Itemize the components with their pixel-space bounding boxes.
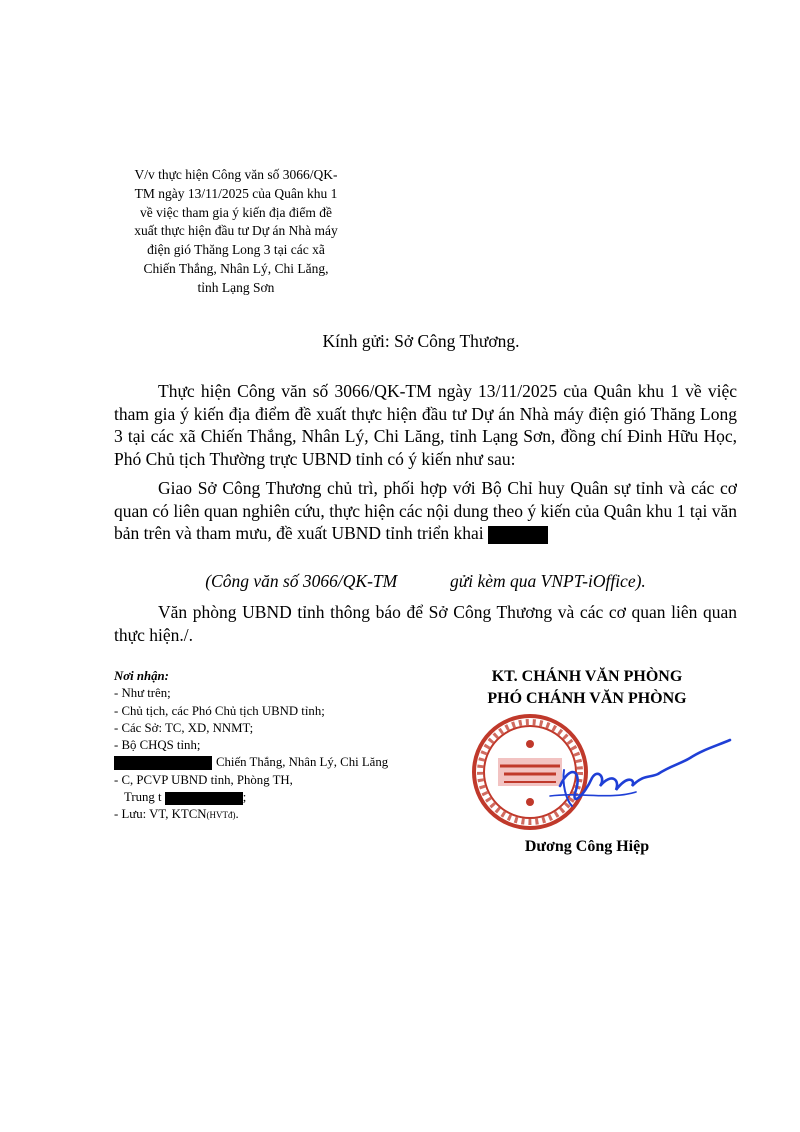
recipient-item: Trung t ; [124, 790, 247, 805]
attachment-note [114, 571, 737, 592]
recipient-item: - Bộ CHQS tỉnh; [114, 738, 201, 753]
recipient-item: - Như trên; [114, 686, 171, 701]
subject-line: Chiến Thắng, Nhân Lý, Chi Lăng, [143, 260, 329, 276]
body-paragraph-1: Thực hiện Công văn số 3066/QK-TM ngày 13/11/2025 của Quân khu 1 về việc tham gia ý kiến địa điểm đề xuất thực hiện đầu tư Dự án Nhà máy điện gió Thăng Long 3 tại các xã Chiến Thắng, Nhân Lý, Chi Lăng, tỉnh Lạng Sơn, đồng chí Đinh Hữu Học, Phó Chủ tịch Thường trực UBND tỉnh có ý kiến như sau: [114, 381, 737, 469]
attachment-note-end: gửi kèm qua VNPT-iOffice). [449, 571, 646, 591]
recipients-heading: Nơi nhận: [114, 669, 169, 683]
recipient-item [114, 754, 444, 771]
salutation: Kính gửi: Sở Công Thương. [322, 331, 520, 351]
signature-title [462, 666, 712, 710]
subject-line: TM ngày 13/11/2025 của Quân khu 1 [134, 185, 338, 201]
body-paragraph-3: Văn phòng UBND tỉnh thông báo để Sở Công Thương và các cơ quan liên quan thực hiện./. [114, 602, 737, 645]
redaction-block [488, 526, 548, 544]
signer-name: Dương Công Hiệp [524, 838, 650, 855]
subject-line: điện gió Thăng Long 3 tại các xã [147, 242, 325, 258]
recipient-item: - C, PCVP UBND tỉnh, Phòng TH, [114, 772, 293, 787]
recipient-item: - Lưu: VT, KTCN(HVTđ). [114, 807, 239, 822]
redaction-block [165, 792, 243, 805]
body-paragraph-2 [114, 477, 737, 545]
recipient-item-text: - Lưu: VT, KTCN [114, 807, 207, 822]
attachment-note-start: (Công văn số 3066/QK-TM [205, 571, 398, 591]
signature-title-line: PHÓ CHÁNH VĂN PHÒNG [487, 690, 687, 707]
recipient-item: - Chủ tịch, các Phó Chủ tịch UBND tỉnh; [114, 703, 325, 718]
recipients-block [114, 668, 444, 825]
subject-line: V/v thực hiện Công văn số 3066/QK- [134, 167, 338, 182]
signature-title-line: KT. CHÁNH VĂN PHÒNG [491, 668, 683, 685]
recipient-item: - Các Sở: TC, XD, NNMT; [114, 720, 254, 735]
subject-line: tỉnh Lạng Sơn [197, 279, 275, 295]
subject-block [108, 166, 364, 298]
subject-line: về việc tham gia ý kiến địa điểm đề [140, 204, 332, 220]
body-paragraph-2-text: Giao Sở Công Thương chủ trì, phối hợp với Bộ Chỉ huy Quân sự tỉnh và các cơ quan có liên quan nghiên cứu, thực hiện các nội dung theo ý kiến của Quân khu 1 tại văn bản trên và tham mưu, đề xuất UBND tỉnh triển khai [114, 478, 737, 543]
recipient-item-text: Chiến Thắng, Nhân Lý, Chi Lăng [216, 755, 389, 770]
recipient-item-text: Trung t [124, 790, 162, 805]
subject-line: xuất thực hiện đầu tư Dự án Nhà máy [134, 223, 338, 239]
redaction-block [114, 756, 212, 770]
archive-suffix: (HVTđ) [206, 810, 236, 821]
handwritten-signature [540, 734, 735, 814]
